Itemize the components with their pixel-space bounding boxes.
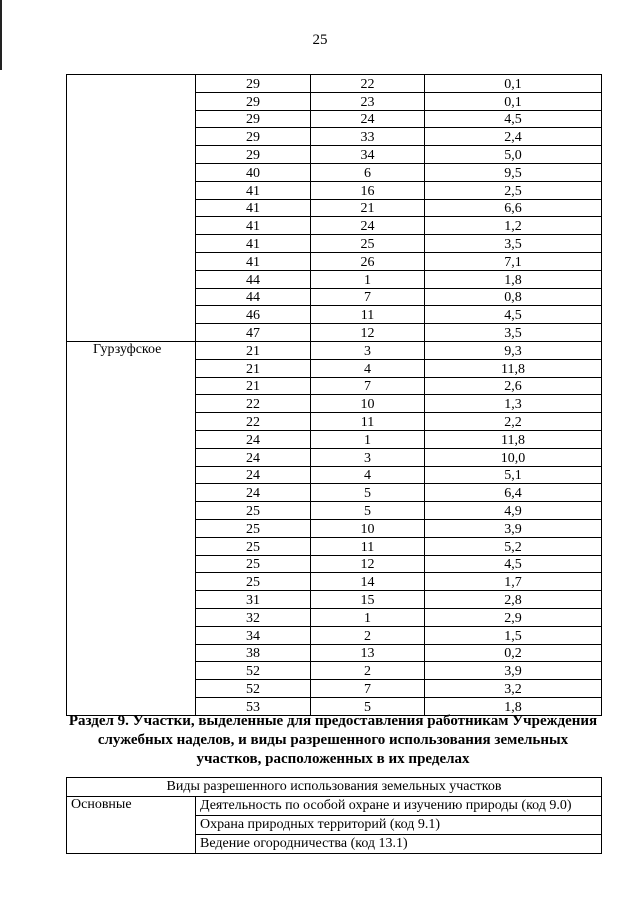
uses-category: Основные [67,797,196,854]
quarter-number: 24 [196,466,311,484]
allotment-number: 13 [311,644,425,662]
quarter-number: 25 [196,537,311,555]
area-value: 3,5 [425,324,602,342]
allotment-number: 10 [311,395,425,413]
quarter-number: 40 [196,163,311,181]
area-value: 7,1 [425,252,602,270]
quarter-number: 31 [196,591,311,609]
allotment-number: 4 [311,359,425,377]
uses-item: Деятельность по особой охране и изучению природы (код 9.0) [196,797,602,816]
area-value: 9,3 [425,341,602,359]
plots-table [66,74,602,716]
area-value: 0,1 [425,92,602,110]
area-value: 10,0 [425,448,602,466]
quarter-number: 24 [196,448,311,466]
quarter-number: 29 [196,92,311,110]
allotment-number: 5 [311,484,425,502]
settlement-name: Гурзуфское [67,341,196,715]
area-value: 0,2 [425,644,602,662]
allotment-number: 4 [311,466,425,484]
area-value: 2,6 [425,377,602,395]
quarter-number: 24 [196,430,311,448]
allotment-number: 12 [311,555,425,573]
allotment-number: 11 [311,306,425,324]
quarter-number: 41 [196,235,311,253]
quarter-number: 29 [196,146,311,164]
table-row [67,75,602,93]
quarter-number: 46 [196,306,311,324]
area-value: 3,9 [425,662,602,680]
area-value: 2,8 [425,591,602,609]
quarter-number: 25 [196,502,311,520]
quarter-number: 25 [196,519,311,537]
allotment-number: 1 [311,430,425,448]
allotment-number: 3 [311,448,425,466]
allotment-number: 24 [311,217,425,235]
uses-item: Охрана природных территорий (код 9.1) [196,816,602,835]
quarter-number: 41 [196,217,311,235]
area-value: 1,5 [425,626,602,644]
quarter-number: 25 [196,555,311,573]
allotment-number: 23 [311,92,425,110]
allotment-number: 33 [311,128,425,146]
allotment-number: 5 [311,697,425,715]
uses-header: Виды разрешенного использования земельных участков [67,778,602,797]
area-value: 0,1 [425,75,602,93]
allotment-number: 25 [311,235,425,253]
allotment-number: 2 [311,626,425,644]
quarter-number: 44 [196,288,311,306]
quarter-number: 29 [196,110,311,128]
quarter-number: 21 [196,359,311,377]
area-value: 5,1 [425,466,602,484]
quarter-number: 44 [196,270,311,288]
quarter-number: 22 [196,395,311,413]
table-row [67,341,602,359]
permitted-uses-table [66,777,602,854]
allotment-number: 7 [311,288,425,306]
area-value: 1,3 [425,395,602,413]
quarter-number: 41 [196,199,311,217]
allotment-number: 10 [311,519,425,537]
allotment-number: 21 [311,199,425,217]
quarter-number: 52 [196,680,311,698]
area-value: 9,5 [425,163,602,181]
quarter-number: 29 [196,128,311,146]
quarter-number: 24 [196,484,311,502]
allotment-number: 1 [311,270,425,288]
uses-item: Ведение огородничества (код 13.1) [196,835,602,854]
quarter-number: 52 [196,662,311,680]
quarter-number: 21 [196,377,311,395]
allotment-number: 11 [311,413,425,431]
allotment-number: 6 [311,163,425,181]
area-value: 1,8 [425,270,602,288]
allotment-number: 24 [311,110,425,128]
area-value: 3,9 [425,519,602,537]
quarter-number: 47 [196,324,311,342]
area-value: 4,5 [425,110,602,128]
allotment-number: 16 [311,181,425,199]
quarter-number: 22 [196,413,311,431]
area-value: 2,2 [425,413,602,431]
allotment-number: 3 [311,341,425,359]
area-value: 2,4 [425,128,602,146]
area-value: 6,4 [425,484,602,502]
quarter-number: 21 [196,341,311,359]
area-value: 1,7 [425,573,602,591]
allotment-number: 15 [311,591,425,609]
area-value: 3,5 [425,235,602,253]
quarter-number: 38 [196,644,311,662]
allotment-number: 26 [311,252,425,270]
area-value: 6,6 [425,199,602,217]
allotment-number: 14 [311,573,425,591]
allotment-number: 2 [311,662,425,680]
quarter-number: 32 [196,608,311,626]
area-value: 11,8 [425,430,602,448]
settlement-name [67,75,196,342]
area-value: 4,5 [425,306,602,324]
area-value: 5,0 [425,146,602,164]
quarter-number: 41 [196,181,311,199]
allotment-number: 5 [311,502,425,520]
quarter-number: 29 [196,75,311,93]
uses-header-row [67,778,602,797]
quarter-number: 34 [196,626,311,644]
page-number: 25 [312,32,328,48]
allotment-number: 11 [311,537,425,555]
allotment-number: 7 [311,680,425,698]
area-value: 2,5 [425,181,602,199]
quarter-number: 41 [196,252,311,270]
area-value: 2,9 [425,608,602,626]
section-9-title: Раздел 9. Участки, выделенные для предоставления работникам Учреждения служебных наделов, и виды разрешенного использования земельных участков, расположенных в их пределах [68,713,598,767]
allotment-number: 22 [311,75,425,93]
plots-table-body [67,75,602,716]
area-value: 1,8 [425,697,602,715]
area-value: 3,2 [425,680,602,698]
area-value: 11,8 [425,359,602,377]
area-value: 4,9 [425,502,602,520]
area-value: 0,8 [425,288,602,306]
uses-row [67,797,602,816]
allotment-number: 34 [311,146,425,164]
allotment-number: 12 [311,324,425,342]
quarter-number: 25 [196,573,311,591]
area-value: 4,5 [425,555,602,573]
quarter-number: 53 [196,697,311,715]
area-value: 1,2 [425,217,602,235]
area-value: 5,2 [425,537,602,555]
allotment-number: 1 [311,608,425,626]
allotment-number: 7 [311,377,425,395]
